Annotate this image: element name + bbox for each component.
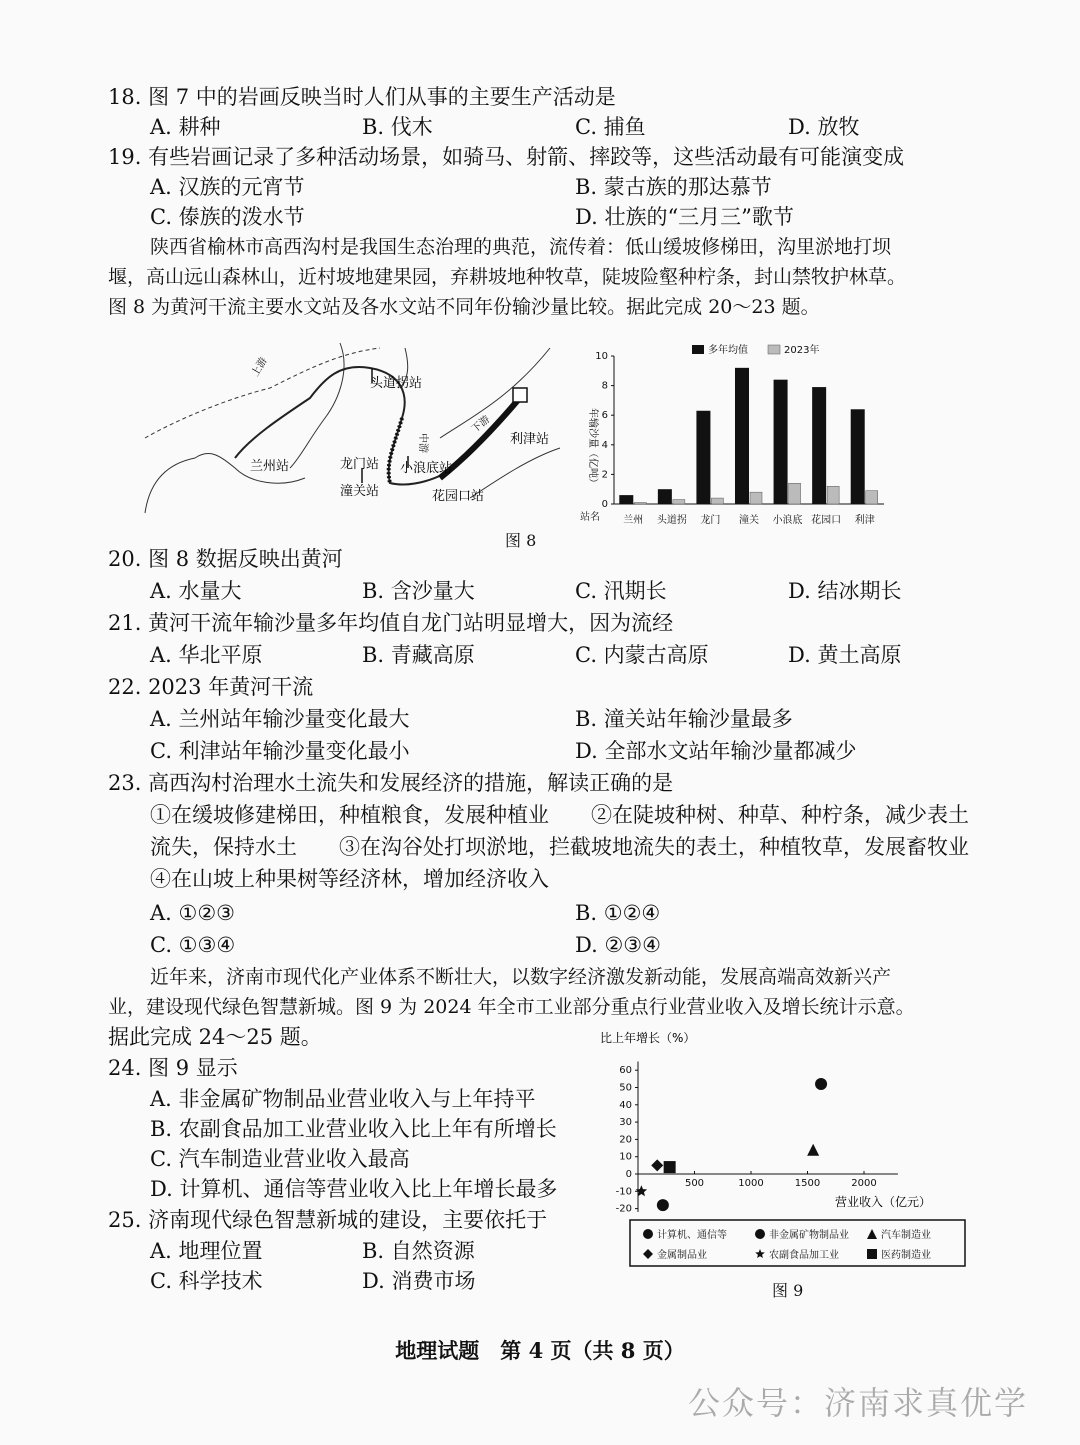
y-tick-label: 4	[601, 439, 608, 451]
fig9-y-tick-label: 40	[619, 1099, 632, 1111]
q23-option-c: C. ①③④	[150, 933, 236, 957]
q22-option-d: D. 全部水文站年输沙量都减少	[575, 739, 857, 763]
station-lanzhou: 兰州站	[250, 459, 290, 474]
bar-average	[735, 368, 749, 504]
intro1-line-1: 陕西省榆林市高西沟村是我国生态治理的典范，流传着：低山缓坡修梯田，沟里淤地打坝	[150, 236, 892, 258]
bar-average	[812, 387, 826, 504]
q23-option-d: D. ②③④	[575, 933, 661, 957]
bar-average	[851, 409, 865, 504]
fig9-legend-label: 医药制造业	[881, 1250, 931, 1261]
q21-option-d: D. 黄土高原	[788, 643, 902, 667]
q23-option-a: A. ①②③	[150, 901, 235, 925]
bar-2023	[827, 486, 839, 504]
q20-option-d: D. 结冰期长	[788, 579, 902, 603]
bar-2023	[866, 491, 878, 504]
q20-option-a: A. 水量大	[150, 579, 242, 603]
fig9-legend-label: 农副食品加工业	[769, 1250, 839, 1261]
legend-label-average: 多年均值	[708, 345, 748, 356]
bar-average	[696, 411, 710, 504]
q24-stem: 24. 图 9 显示	[108, 1056, 238, 1080]
q22-option-b: B. 潼关站年输沙量最多	[575, 707, 793, 731]
station-longmen: 龙门站	[340, 457, 380, 472]
fig9-y-tick-label: -20	[615, 1203, 632, 1215]
page-footer: 地理试题 第 4 页（共 8 页）	[395, 1338, 685, 1363]
q23-stem: 23. 高西沟村治理水土流失和发展经济的措施，解读正确的是	[108, 771, 674, 795]
station-huayuankou: 花园口站	[432, 489, 485, 504]
q18-option-d: D. 放牧	[788, 115, 860, 139]
fig9-legend-label: 汽车制造业	[881, 1230, 931, 1241]
industry-scatter-chart	[590, 1026, 980, 1271]
q19-option-c: C. 傣族的泼水节	[150, 205, 305, 229]
reach-label-upper: 上游	[250, 355, 270, 379]
fig9-point	[651, 1159, 663, 1171]
q18-option-c: C. 捕鱼	[575, 115, 646, 139]
category-label: 头道拐	[656, 515, 687, 526]
sediment-bar-chart	[572, 338, 892, 533]
q20-option-b: B. 含沙量大	[362, 579, 475, 603]
fig9-legend-label: 金属制品业	[657, 1250, 707, 1261]
watermark: 公众号：济南求真优学	[687, 1384, 1028, 1422]
reach-label-middle: 中游	[417, 433, 428, 453]
category-label: 兰州	[623, 515, 644, 526]
fig9-legend-marker	[755, 1229, 765, 1239]
intro2-line-2: 业，建设现代绿色智慧新城。图 9 为 2024 年全市工业部分重点行业营业收入及增长统计示意。	[108, 996, 915, 1018]
bar-2023	[634, 503, 646, 504]
category-label: 小浪底	[772, 515, 803, 526]
y-axis-label: 年输沙量（亿吨）	[587, 408, 598, 488]
fig9-point	[815, 1078, 827, 1090]
fig9-point	[664, 1161, 676, 1173]
q24-option-a: A. 非金属矿物制品业营业收入与上年持平	[150, 1087, 536, 1111]
bar-2023	[711, 498, 723, 504]
intro1-line-2: 堰，高山远山森林山，近村坡地建果园，弃耕坡地种牧草，陡坡险壑种柠条，封山禁牧护林草。	[108, 266, 907, 288]
q22-option-c: C. 利津站年输沙量变化最小	[150, 739, 410, 763]
q20-option-c: C. 汛期长	[575, 579, 667, 603]
fig9-y-axis-label: 比上年增长（%）	[600, 1031, 696, 1045]
q20-stem: 20. 图 8 数据反映出黄河	[108, 547, 343, 571]
category-label: 龙门	[700, 515, 721, 526]
q18-stem: 18. 图 7 中的岩画反映当时人们从事的主要生产活动是	[108, 85, 616, 109]
yellow-river-map	[140, 338, 570, 518]
bar-2023	[789, 483, 801, 504]
fig9-legend-marker	[755, 1249, 765, 1258]
bar-2023	[750, 492, 762, 504]
y-tick-label: 2	[601, 469, 608, 481]
fig9-point	[807, 1144, 819, 1156]
q25-option-c: C. 科学技术	[150, 1269, 263, 1293]
fig9-legend-marker	[867, 1229, 877, 1239]
fig9-legend-marker	[867, 1249, 877, 1259]
station-tongguan: 潼关站	[340, 484, 380, 499]
q19-stem: 19. 有些岩画记录了多种活动场景，如骑马、射箭、摔跤等，这些活动最有可能演变成	[108, 145, 905, 169]
q25-stem: 25. 济南现代绿色智慧新城的建设，主要依托于	[108, 1208, 548, 1232]
q22-option-a: A. 兰州站年输沙量变化最大	[150, 707, 410, 731]
q21-option-b: B. 青藏高原	[362, 643, 475, 667]
category-label: 花园口	[811, 515, 842, 526]
y-tick-label: 6	[601, 410, 608, 422]
fig9-x-tick-label: 1500	[794, 1178, 821, 1189]
fig9-y-tick-label: 30	[619, 1117, 632, 1129]
fig9-caption: 图 9	[772, 1281, 804, 1300]
legend-label-2023: 2023年	[784, 345, 820, 356]
fig9-y-tick-label: 20	[619, 1134, 632, 1146]
fig9-y-tick-label: 0	[625, 1169, 632, 1180]
fig9-legend-marker	[643, 1229, 653, 1239]
fig9-legend-marker	[643, 1249, 653, 1259]
bar-average	[774, 380, 788, 504]
station-xiaolangdi: 小浪底站	[400, 461, 453, 476]
q22-stem: 22. 2023 年黄河干流	[108, 675, 314, 699]
y-tick-label: 10	[595, 351, 608, 362]
bar-average	[619, 495, 633, 504]
fig9-x-tick-label: 500	[684, 1178, 705, 1189]
legend-swatch-average	[692, 345, 704, 354]
q25-option-a: A. 地理位置	[150, 1239, 263, 1263]
x-axis-label: 站名	[580, 512, 600, 523]
station-toudaoguai: 头道拐站	[370, 376, 423, 391]
q18-option-b: B. 伐木	[362, 115, 433, 139]
fig9-x-tick-label: 2000	[851, 1178, 877, 1189]
intro2-line-3: 据此完成 24～25 题。	[108, 1025, 322, 1049]
reach-label-lower: 下游	[469, 414, 493, 436]
y-tick-label: 0	[601, 499, 608, 510]
q25-option-b: B. 自然资源	[362, 1239, 475, 1263]
q21-option-c: C. 内蒙古高原	[575, 643, 709, 667]
q19-option-d: D. 壮族的“三月三”歌节	[575, 205, 794, 229]
q23-statement-line-2: 流失，保持水土 ③在沟谷处打坝淤地，拦截坡地流失的表土，种植牧草，发展畜牧业	[150, 835, 969, 859]
fig9-y-tick-label: -10	[615, 1186, 632, 1198]
fig9-y-tick-label: 10	[619, 1151, 632, 1163]
q23-option-b: B. ①②④	[575, 901, 661, 925]
fig9-point	[657, 1199, 669, 1211]
q23-statement-line-3: ④在山坡上种果树等经济林，增加经济收入	[150, 867, 549, 891]
y-tick-label: 8	[601, 380, 608, 392]
q19-option-b: B. 蒙古族的那达慕节	[575, 175, 772, 199]
q21-option-a: A. 华北平原	[150, 643, 263, 667]
bar-average	[658, 489, 672, 504]
q19-option-a: A. 汉族的元宵节	[150, 175, 305, 199]
fig9-point	[636, 1185, 647, 1196]
station-lijin: 利津站	[510, 432, 550, 447]
q18-option-a: A. 耕种	[150, 115, 221, 139]
legend-swatch-2023	[768, 345, 780, 354]
q24-option-b: B. 农副食品加工业营业收入比上年有所增长	[150, 1117, 557, 1141]
fig8-caption: 图 8	[505, 531, 537, 550]
q21-stem: 21. 黄河干流年输沙量多年均值自龙门站明显增大，因为流经	[108, 611, 674, 635]
category-label: 潼关	[739, 515, 759, 526]
fig9-legend-label: 非金属矿物制品业	[769, 1230, 849, 1241]
q25-option-d: D. 消费市场	[362, 1269, 476, 1293]
fig9-legend-label: 计算机、通信等	[657, 1230, 727, 1241]
fig9-y-tick-label: 60	[619, 1065, 632, 1077]
category-label: 利津	[854, 515, 875, 526]
fig9-y-tick-label: 50	[619, 1082, 632, 1094]
intro2-line-1: 近年来，济南市现代化产业体系不断壮大，以数字经济激发新动能，发展高端高效新兴产	[150, 966, 892, 988]
q24-option-c: C. 汽车制造业营业收入最高	[150, 1147, 410, 1171]
q23-statement-line-1: ①在缓坡修建梯田，种植粮食，发展种植业 ②在陡坡种树、种草、种柠条，减少表土	[150, 803, 969, 827]
bar-2023	[673, 500, 685, 504]
fig9-x-tick-label: 1000	[738, 1178, 764, 1189]
q24-option-d: D. 计算机、通信等营业收入比上年增长最多	[150, 1177, 558, 1201]
intro1-line-3: 图 8 为黄河干流主要水文站及各水文站不同年份输沙量比较。据此完成 20～23 题。	[108, 296, 820, 318]
fig9-x-axis-label: 营业收入（亿元）	[835, 1195, 932, 1209]
